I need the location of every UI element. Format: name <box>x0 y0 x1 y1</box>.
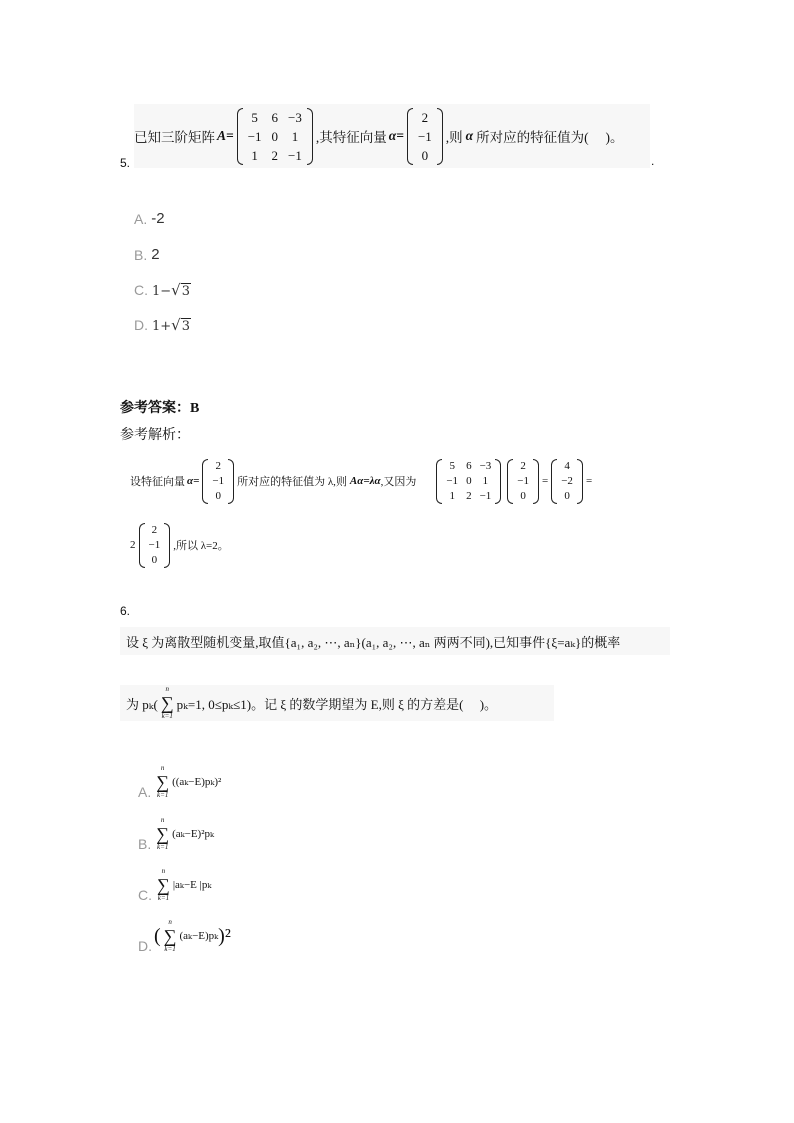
sum-icon: n ∑ k=1 <box>156 764 170 799</box>
alpha-symbol: α <box>465 128 474 143</box>
option-c-expression: 1− √ 3 <box>152 281 191 299</box>
option-d-expression: 1+ √ 3 <box>152 316 191 334</box>
sqrt-icon: √ <box>171 316 181 334</box>
solution-line-1: 设特征向量 α= 2 −1 0 所对应的特征值为 λ,则 Aα=λα ,又因为 5 6 −3 −1 0 1 1 2 −1 2 −1 0 = 4 −2 0 = <box>130 459 593 502</box>
vector-alpha: 2 −1 0 <box>407 108 443 165</box>
option-value: 2 <box>151 246 160 263</box>
sum-icon: n ∑ k=1 <box>160 685 174 720</box>
trailing-dot: . <box>651 154 655 168</box>
vector-name: α= <box>388 128 404 143</box>
sum-icon: n ∑ k=1 <box>163 918 177 953</box>
stem-suffix: 所对应的特征值为( )。 <box>476 130 624 145</box>
q6-option-c[interactable]: C. n ∑ k=1 |aₖ−E |pₖ <box>138 867 212 903</box>
q6-option-a[interactable]: A. n ∑ k=1 ((aₖ−E)pₖ)² <box>138 764 222 800</box>
sum-icon: n ∑ k=1 <box>156 816 170 851</box>
q6-option-d[interactable]: D. ( n ∑ k=1 (aₖ−E)pₖ )² <box>138 918 231 954</box>
stem-prefix: 已知三阶矩阵 <box>134 130 215 145</box>
option-b[interactable] <box>134 246 160 263</box>
solution-line-2: 2 2 −1 0 ,所以 λ=2。 <box>130 523 229 566</box>
stem-middle: ,其特征向量 <box>315 130 387 145</box>
question-6-stem-line-1: 设 ξ 为离散型随机变量,取值{a₁, a₂, ⋯, aₙ}(a₁, a₂, ⋯, aₙ 两两不同),已知事件{ξ=aₖ}的概率 <box>120 627 670 655</box>
sqrt-icon: √ <box>171 281 181 299</box>
sum-icon: n ∑ k=1 <box>157 867 170 902</box>
matrix-name: A= <box>217 128 234 143</box>
option-letter: B. <box>134 246 148 263</box>
option-value: -2 <box>151 210 165 227</box>
option-letter: C. <box>134 282 148 298</box>
explanation-label: 参考解析： <box>120 428 190 443</box>
option-letter: A. <box>134 210 148 227</box>
option-c[interactable] <box>134 281 191 299</box>
question-5-number: 5. <box>120 156 131 170</box>
q6-option-b[interactable]: B. n ∑ k=1 (aₖ−E)²pₖ <box>138 816 215 852</box>
option-d[interactable] <box>134 316 191 334</box>
question-5-stem <box>134 104 650 168</box>
question-6-stem-line-2: 为 pₖ( n ∑ k=1 pₖ=1, 0≤pₖ≤1)。记 ξ 的数学期望为 E,则 ξ 的方差是( )。 <box>120 685 554 721</box>
option-letter: D. <box>134 317 148 333</box>
question-6-number: 6. <box>120 604 131 618</box>
stem-then: ,则 <box>445 130 463 145</box>
matrix-a: 5 6 −3 −1 0 1 1 2 −1 <box>237 108 313 165</box>
answer: 参考答案：B <box>120 401 200 416</box>
option-a[interactable] <box>134 210 165 227</box>
